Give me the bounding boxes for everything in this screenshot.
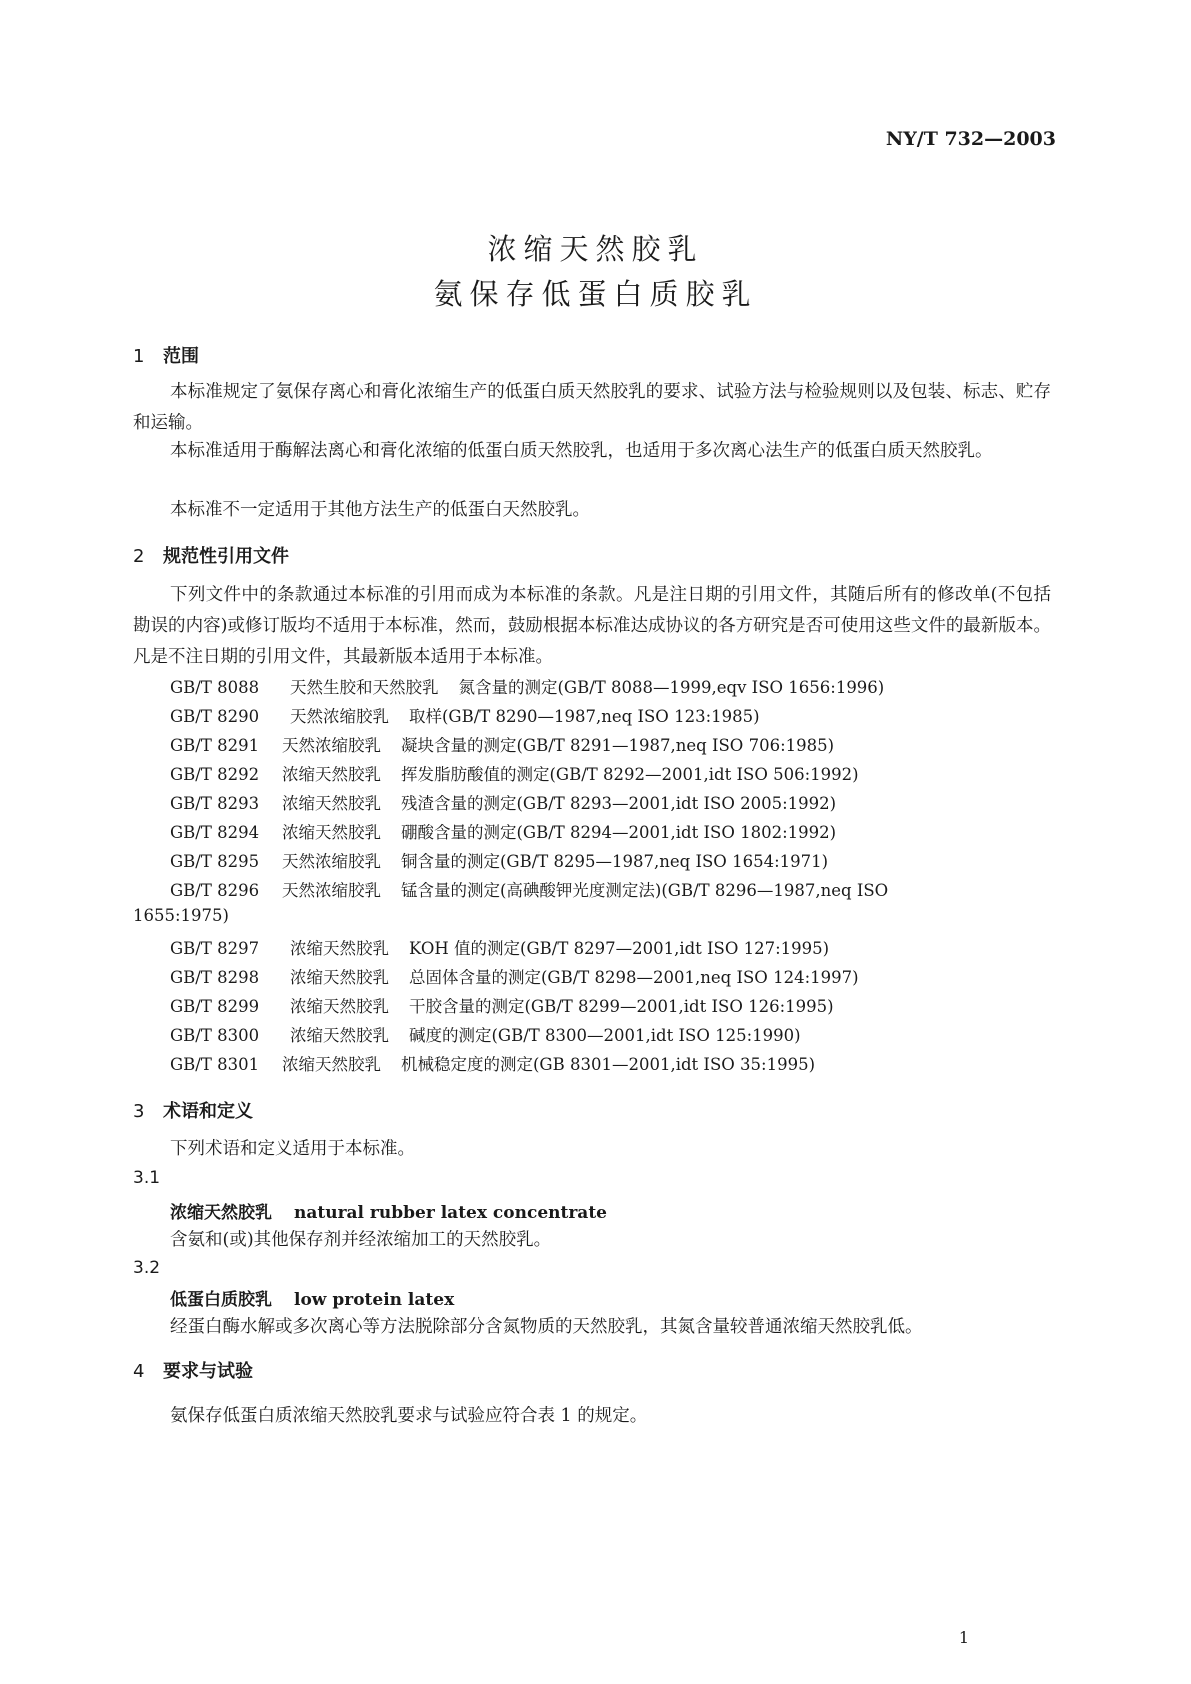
section-3-heading [133,1097,253,1123]
reference-group: 浓缩天然胶乳 [282,1055,381,1074]
reference-group: 浓缩天然胶乳 [290,1026,389,1045]
reference-entry [170,935,829,959]
reference-title: 碱度的测定(GB/T 8300—2001,idt ISO 125:1990) [409,1026,801,1045]
term-en: natural rubber latex concentrate [294,1203,607,1223]
reference-entry [170,964,859,988]
reference-code: GB/T 8298 [170,968,260,987]
section-number: 1 [133,346,145,367]
reference-group: 浓缩天然胶乳 [290,939,389,958]
clause-number: 3.2 [133,1258,161,1278]
term-definition: 含氨和(或)其他保存剂并经浓缩加工的天然胶乳。 [170,1230,552,1250]
term-definition: 经蛋白酶水解或多次离心等方法脱除部分含氮物质的天然胶乳，其氮含量较普通浓缩天然胶乳低。 [170,1317,923,1337]
reference-code: GB/T 8294 [170,823,260,842]
section-title: 范围 [163,346,199,367]
term-en: low protein latex [294,1290,455,1310]
reference-group: 浓缩天然胶乳 [282,823,381,842]
reference-entry [170,1051,815,1075]
reference-code: GB/T 8293 [170,794,260,813]
reference-entry [170,819,836,843]
page-number: 1 [958,1628,969,1647]
reference-entry [170,1022,801,1046]
reference-code: GB/T 8291 [170,736,260,755]
reference-entry [170,761,859,785]
reference-entry [170,703,760,727]
reference-group: 天然浓缩胶乳 [290,707,389,726]
section-title: 规范性引用文件 [163,546,289,567]
section-3-paragraph-1: 下列术语和定义适用于本标准。 [170,1139,415,1159]
reference-entry [170,848,828,872]
reference-entry [170,790,836,814]
reference-code: GB/T 8295 [170,852,260,871]
reference-title: 干胶含量的测定(GB/T 8299—2001,idt ISO 126:1995) [409,997,834,1016]
reference-group: 浓缩天然胶乳 [282,765,381,784]
section-1-paragraph-2: 本标准适用于酶解法离心和膏化浓缩的低蛋白质天然胶乳，也适用于多次离心法生产的低蛋白质天然胶乳。 [170,441,993,461]
reference-title: 硼酸含量的测定(GB/T 8294—2001,idt ISO 1802:1992) [401,823,837,842]
section-4-heading [133,1357,253,1383]
clause-number: 3.1 [133,1168,161,1188]
section-number: 3 [133,1101,145,1122]
term-zh: 低蛋白质胶乳 [170,1290,272,1310]
reference-code: GB/T 8292 [170,765,260,784]
reference-title: 机械稳定度的测定(GB 8301—2001,idt ISO 35:1995) [401,1055,816,1074]
reference-entry [170,732,834,756]
reference-group: 天然浓缩胶乳 [282,736,381,755]
reference-group: 浓缩天然胶乳 [290,997,389,1016]
reference-group: 天然生胶和天然胶乳 [290,678,439,697]
reference-code: GB/T 8300 [170,1026,260,1045]
reference-group: 天然浓缩胶乳 [282,881,381,900]
section-2-heading [133,542,289,568]
section-title: 术语和定义 [163,1101,253,1122]
reference-title: KOH 值的测定(GB/T 8297—2001,idt ISO 127:1995) [409,939,830,958]
reference-group: 天然浓缩胶乳 [282,852,381,871]
reference-code: GB/T 8297 [170,939,260,958]
section-4-paragraph-1: 氨保存低蛋白质浓缩天然胶乳要求与试验应符合表 1 的规定。 [170,1406,648,1426]
term-entry [170,1198,607,1223]
reference-code: GB/T 8301 [170,1055,260,1074]
reference-title: 残渣含量的测定(GB/T 8293—2001,idt ISO 2005:1992) [401,794,837,813]
reference-entry [170,877,888,901]
reference-code: GB/T 8296 [170,881,260,900]
term-entry [170,1285,454,1310]
reference-code: GB/T 8088 [170,678,260,697]
section-number: 4 [133,1361,145,1382]
reference-title: 锰含量的测定(高碘酸钾光度测定法)(GB/T 8296—1987,neq ISO [401,881,889,900]
reference-title: 总固体含量的测定(GB/T 8298—2001,neq ISO 124:1997) [409,968,859,987]
title-line-2: 氨保存低蛋白质胶乳 [433,277,758,311]
term-zh: 浓缩天然胶乳 [170,1203,272,1223]
section-number: 2 [133,546,145,567]
section-2-paragraph-1: 下列文件中的条款通过本标准的引用而成为本标准的条款。凡是注日期的引用文件，其随后所有的修改单(不包括勘误的内容)或修订版均不适用于本标准，然而，鼓励根据本标准达成协议的各方研究是否可使用这些文件的最新版本。凡是不注日期的引用文件，其最新版本适用于本标准。 [133,585,1051,667]
reference-title: 氮含量的测定(GB/T 8088—1999,eqv ISO 1656:1996) [458,678,885,697]
section-title: 要求与试验 [163,1361,253,1382]
reference-group: 浓缩天然胶乳 [290,968,389,987]
reference-code: GB/T 8299 [170,997,260,1016]
standard-code: NY/T 732—2003 [885,128,1056,150]
reference-code: GB/T 8290 [170,707,260,726]
reference-title: 取样(GB/T 8290—1987,neq ISO 123:1985) [409,707,760,726]
reference-continuation: 1655:1975) [133,906,229,925]
reference-group: 浓缩天然胶乳 [282,794,381,813]
section-1-paragraph-3: 本标准不一定适用于其他方法生产的低蛋白天然胶乳。 [170,500,590,520]
reference-entry [170,674,884,698]
section-1-paragraph-1: 本标准规定了氨保存离心和膏化浓缩生产的低蛋白质天然胶乳的要求、试验方法与检验规则以及包装、标志、贮存和运输。 [133,382,1051,433]
reference-title: 挥发脂肪酸值的测定(GB/T 8292—2001,idt ISO 506:1992) [401,765,859,784]
section-1-heading [133,342,199,368]
reference-title: 凝块含量的测定(GB/T 8291—1987,neq ISO 706:1985) [401,736,835,755]
reference-title: 铜含量的测定(GB/T 8295—1987,neq ISO 1654:1971) [401,852,829,871]
reference-entry [170,993,834,1017]
title-line-1: 浓缩天然胶乳 [487,232,704,266]
